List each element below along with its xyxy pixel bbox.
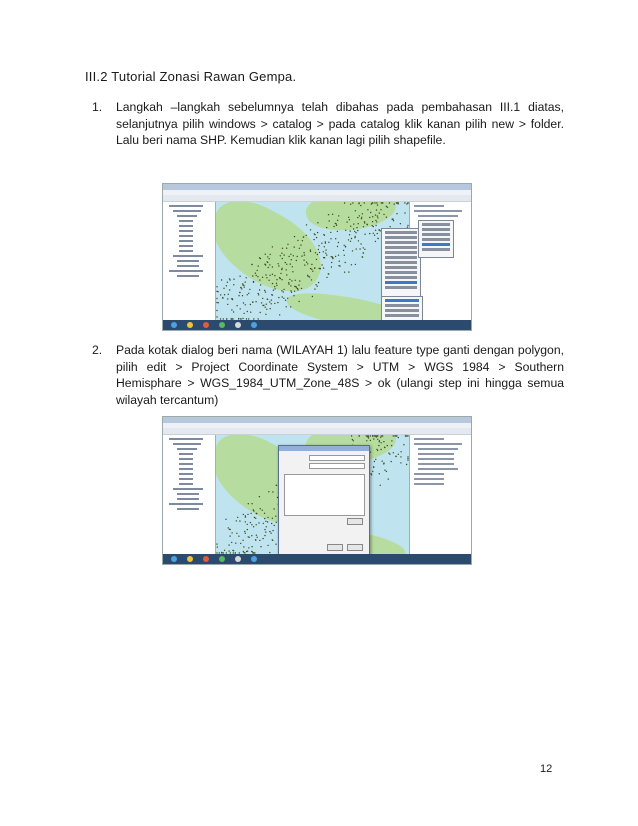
section-heading: III.2 Tutorial Zonasi Rawan Gempa. bbox=[85, 69, 297, 84]
create-new-shapefile-dialog bbox=[278, 445, 370, 555]
cancel-button bbox=[347, 544, 363, 551]
catalog-panel bbox=[409, 435, 471, 554]
screenshot-create-new-shapefile-dialog bbox=[162, 416, 472, 565]
feature-type-field bbox=[309, 463, 365, 469]
table-of-contents-panel bbox=[163, 202, 216, 320]
windows-taskbar bbox=[163, 554, 471, 564]
step-1 bbox=[92, 99, 564, 149]
step-1-number: 1. bbox=[92, 100, 103, 114]
app-toolbar bbox=[163, 428, 471, 435]
page-number: 12 bbox=[540, 763, 553, 775]
table-of-contents-panel bbox=[163, 435, 216, 554]
step-2-text: Pada kotak dialog beri nama (WILAYAH 1) lalu feature type ganti dengan polygon, pilih edit > Project Coordinate System > UTM > WGS 1984 > Southern Hemisphare > WGS_1984_UTM_Zone_48S > ok (ulangi step ini hingga semua wilayah tercantum) bbox=[116, 343, 564, 407]
name-field bbox=[309, 455, 365, 461]
step-2 bbox=[92, 342, 564, 408]
new-submenu bbox=[418, 220, 454, 258]
ok-button bbox=[327, 544, 343, 551]
step-1-text: Langkah –langkah sebelumnya telah dibahas pada pembahasan III.1 diatas, selanjutnya pilih windows > catalog > pada catalog klik kanan pilih new > folder. Lalu beri nama SHP. Kemudian klik kanan lagi pilih shapefile. bbox=[116, 100, 564, 147]
spatial-reference-box bbox=[284, 474, 365, 516]
windows-taskbar bbox=[163, 320, 471, 330]
dialog-titlebar bbox=[279, 446, 369, 451]
screenshot-catalog-new-shapefile bbox=[162, 183, 472, 331]
edit-button bbox=[347, 518, 363, 525]
app-toolbar bbox=[163, 195, 471, 202]
step-2-number: 2. bbox=[92, 343, 103, 357]
context-menu bbox=[381, 228, 421, 298]
